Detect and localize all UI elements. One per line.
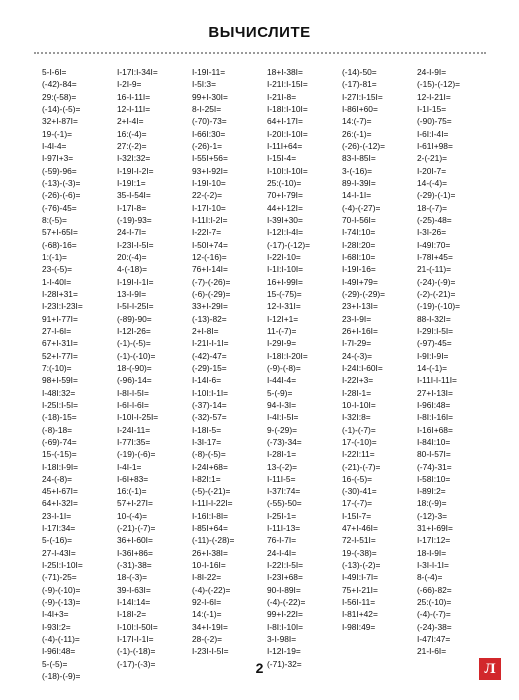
exercise-item: I-89I:2=	[417, 486, 446, 497]
exercise-item: I-28I-1=	[267, 449, 297, 460]
exercise-item: (-71)-32=	[267, 658, 302, 669]
exercise-item: I-12I+1=	[267, 313, 299, 324]
exercise-item: I-3I-17=	[192, 436, 222, 447]
exercise-item: (-70)-73=	[192, 116, 227, 127]
exercise-item: I-3I-I-1I=	[417, 560, 449, 571]
publisher-logo-icon: Л	[479, 658, 501, 680]
exercise-item: I-98I:49=	[342, 621, 376, 632]
exercise-item: 5-(-5)=	[42, 658, 68, 669]
exercise-item: I-4I+3=	[42, 609, 69, 620]
exercise-item: I-6I+83=	[117, 473, 149, 484]
exercise-item: (-17)-(-12)=	[267, 239, 311, 250]
exercise-item: (-9)-(-10)=	[42, 584, 81, 595]
exercise-item: I-49I:70=	[417, 239, 451, 250]
exercise-item: 10-(-4)=	[117, 510, 148, 521]
exercise-item: (-37)-14=	[192, 399, 227, 410]
exercise-item: I-1I:I-10I=	[267, 264, 304, 275]
exercise-item: I-84I:10=	[417, 436, 451, 447]
exercise-item: I-12I:I-4I=	[267, 227, 304, 238]
exercise-item: (-4)-(-22)=	[192, 584, 231, 595]
exercise-item: (-18)-15=	[42, 412, 77, 423]
exercise-item: (-42)-47=	[192, 350, 227, 361]
exercise-item: I-21I-I-1I=	[192, 338, 229, 349]
exercise-item: (-19)-(-10)=	[417, 301, 461, 312]
exercise-item: (-11)-(-28)=	[192, 535, 235, 546]
exercise-item: I-10I:I-50I=	[117, 621, 158, 632]
exercise-item: I-66I:30=	[192, 128, 226, 139]
exercise-item	[342, 645, 417, 657]
exercise-item: (-26)-(-12)=	[342, 140, 386, 151]
exercise-item: 2-(-21)=	[417, 153, 448, 164]
exercise-item: (-19)-(-6)=	[117, 449, 156, 460]
exercise-item: I-18I:I-20I=	[267, 350, 308, 361]
exercise-item: 19-(-1)=	[42, 128, 73, 139]
exercise-item: I-15I-7=	[342, 510, 372, 521]
exercise-item: 24-I-7I=	[117, 227, 147, 238]
exercise-item: I-18I:I-10I=	[267, 103, 308, 114]
exercise-item: 10-I-16I=	[192, 560, 226, 571]
exercise-item: 2+I-4I=	[117, 116, 144, 127]
exercise-item: (-21)-(-7)=	[342, 461, 381, 472]
exercise-item: 12-I-21I=	[417, 91, 451, 102]
exercise-item: (-76)-45=	[42, 202, 77, 213]
exercise-item: I-47I:47=	[417, 634, 451, 645]
exercise-item: I-28I-1=	[342, 387, 372, 398]
exercise-item: I-19I-16=	[342, 264, 376, 275]
exercise-item: 15-(-75)=	[267, 288, 302, 299]
exercise-item: I-68I:10=	[342, 251, 376, 262]
exercise-item: I-85I+64=	[192, 523, 228, 534]
exercise-item: I-22I:I-5I=	[267, 560, 304, 571]
exercise-item: (-4)-(-22)=	[267, 597, 306, 608]
exercise-item	[342, 633, 417, 645]
exercise-item: (-71)-25=	[42, 572, 77, 583]
exercise-item: 70+I-79I=	[267, 190, 303, 201]
exercise-item: I-11I-5=	[267, 473, 296, 484]
exercise-item: I-10I:I-1I=	[192, 387, 229, 398]
exercise-item: 29:(-58)=	[42, 91, 77, 102]
exercise-item: 5-(-16)=	[42, 535, 73, 546]
exercise-item: (-1)-(-7)=	[342, 424, 376, 435]
exercise-item: I-10I-I-25I=	[117, 412, 159, 423]
exercise-item: (-6)-(-29)=	[192, 288, 231, 299]
exercise-item: 17-(-7)=	[342, 498, 373, 509]
exercise-item: 15-(-15)=	[42, 449, 77, 460]
exercise-item: 5-I-6I=	[42, 67, 67, 77]
exercise-item: 47+I-46I=	[342, 523, 378, 534]
exercise-item: 80-I-57I=	[417, 449, 451, 460]
exercise-item: 21-(-11)=	[417, 264, 452, 275]
exercise-item: 18-(-90)=	[117, 362, 152, 373]
exercise-item: 8-(-4)=	[417, 572, 443, 583]
exercise-item: (-32)-57=	[192, 412, 227, 423]
exercise-item: (-4)-(-11)=	[42, 634, 80, 645]
exercise-item: 9-(-29)=	[267, 424, 298, 435]
exercise-item: 70-I-56I=	[342, 214, 376, 225]
exercise-item: I-56I-11=	[342, 597, 376, 608]
exercise-item: I-8I:I-10I=	[267, 621, 304, 632]
exercise-item: I-48I:32=	[42, 387, 76, 398]
exercise-item: I-21I:I-15I=	[267, 79, 308, 90]
exercise-item: I-23I-I-5I=	[117, 239, 154, 250]
exercise-item: I-10I:I-10I=	[267, 165, 308, 176]
exercise-item: (-73)-34=	[267, 436, 302, 447]
exercise-item: (-13)-(-2)=	[342, 560, 381, 571]
exercise-item: 31+I-69I=	[417, 523, 453, 534]
exercise-item: I-49I+79=	[342, 276, 378, 287]
exercise-item: I-12I-26=	[117, 325, 151, 336]
exercise-item: 34+I-19I=	[192, 621, 228, 632]
exercise-item: (-1)-(-10)=	[117, 350, 156, 361]
exercise-item: (-14)-50=	[342, 67, 377, 77]
exercise-item: I-81I+42=	[342, 609, 378, 620]
exercise-item: 7:(-10)=	[42, 362, 72, 373]
exercise-item: I-77I:35=	[117, 436, 151, 447]
exercise-item: I-17I-8=	[117, 202, 147, 213]
exercise-item: 93+I-92I=	[192, 165, 228, 176]
exercise-item: (-17)-81=	[342, 79, 377, 90]
exercise-item: I-22I-7=	[192, 227, 222, 238]
exercise-item: I-20I-7=	[417, 165, 447, 176]
exercise-item: (-19)-93=	[117, 214, 152, 225]
exercise-item: I-25I-1=	[267, 510, 297, 521]
exercise-item: (-30)-41=	[342, 486, 377, 497]
exercise-item: I-17I:12=	[417, 535, 451, 546]
page-title: ВЫЧИСЛИТЕ	[208, 24, 311, 41]
exercise-item: (-42)-84=	[42, 79, 77, 90]
exercise-item: 11-(-7)=	[267, 325, 297, 336]
exercise-item: 3-(-16)=	[342, 165, 373, 176]
exercise-item: I-39I+30=	[267, 214, 303, 225]
exercise-item: 16-(-5)=	[342, 473, 373, 484]
exercise-item: I-4I-4=	[42, 140, 67, 151]
exercise-item: (-9)-(-8)=	[267, 362, 301, 373]
exercise-item: I-23I-I-5I=	[192, 646, 229, 657]
exercise-item: I-32I:8=	[342, 412, 371, 423]
exercise-item: (-69)-74=	[42, 436, 77, 447]
exercise-item: (-5)-(-21)=	[192, 486, 231, 497]
exercise-item: 24-(-8)=	[42, 473, 73, 484]
exercise-item: I-55I+56=	[192, 153, 228, 164]
exercise-item: I-17I:I-34I=	[117, 67, 158, 77]
exercise-item: 35-I-54I=	[117, 190, 151, 201]
exercise-item: 14-(-4)=	[417, 177, 448, 188]
exercise-item: I-18I-2=	[117, 609, 147, 620]
exercise-item: (-24)-38=	[417, 621, 452, 632]
exercise-item: 27+I-13I=	[417, 387, 453, 398]
exercise-item: 88-I-32I=	[417, 313, 451, 324]
exercise-item: I-22I+3=	[342, 375, 374, 386]
exercise-item: 94-I-3I=	[267, 399, 297, 410]
exercise-item: 23-I-9I=	[342, 313, 372, 324]
exercise-item: I-24I:I-60I=	[342, 362, 383, 373]
exercise-item: 2+I-8I=	[192, 325, 219, 336]
exercise-item: 3-I-98I=	[267, 634, 297, 645]
exercise-item: (-90)-75=	[417, 116, 452, 127]
exercise-item: I-14I-6=	[192, 375, 222, 386]
exercise-item: 20:(-4)=	[117, 251, 147, 262]
exercise-item: (-29)-15=	[192, 362, 227, 373]
exercise-item: 22-(-2)=	[192, 190, 223, 201]
exercise-item: (-26)-(-6)=	[42, 190, 81, 201]
exercise-item: (-1)-(-18)=	[117, 646, 156, 657]
exercise-item: I-5I:3=	[192, 79, 216, 90]
exercise-item: (-66)-82=	[417, 584, 452, 595]
exercise-item: I-44I-4=	[267, 375, 297, 386]
exercise-item: 75+I-21I=	[342, 584, 378, 595]
exercise-item: 52+I-77I=	[42, 350, 78, 361]
exercise-item: 16+I-99I=	[267, 276, 303, 287]
exercise-item: I-27I:I-15I=	[342, 91, 383, 102]
exercise-item: 67+I-31I=	[42, 338, 78, 349]
exercise-item: I-22I:11=	[342, 449, 375, 460]
exercise-item: (-24)-(-9)=	[417, 276, 456, 287]
exercise-item: I-1I-15=	[417, 103, 447, 114]
exercise-item: 76-I-7I=	[267, 535, 297, 546]
exercise-item: (-14)-(-5)=	[42, 103, 81, 114]
exercise-item: 24-I-4I=	[267, 547, 297, 558]
exercise-item: 23-I-1I=	[42, 510, 72, 521]
exercise-item: I-4I:I-5I=	[267, 412, 299, 423]
exercise-item: (-21)-(-7)=	[117, 523, 156, 534]
exercise-item: I-29I:I-5I=	[417, 325, 454, 336]
exercise-item: 76+I-14I=	[192, 264, 228, 275]
exercise-item: (-12)-3=	[417, 510, 448, 521]
exercise-item: 1:(-1)=	[42, 251, 67, 262]
exercise-item: I-19I:1=	[117, 177, 146, 188]
exercise-item: 24-I-9I=	[417, 67, 447, 77]
exercise-item: I-4I-1=	[117, 461, 142, 472]
exercise-item: (-89)-90=	[117, 313, 152, 324]
exercise-item: I-9I:I-9I=	[417, 350, 449, 361]
exercise-item: I-5I-I-25I=	[117, 301, 154, 312]
exercise-item: I-18I-5=	[192, 424, 222, 435]
exercise-item: 26+I-38I=	[192, 547, 228, 558]
exercise-item: (-17)-(-3)=	[117, 658, 156, 669]
exercise-item: 27:(-2)=	[117, 140, 147, 151]
exercise-item: I-50I+74=	[192, 239, 228, 250]
exercise-item: I-7I-29=	[342, 338, 372, 349]
exercise-item: I-36I+86=	[117, 547, 153, 558]
exercise-item: I-6I:I-4I=	[417, 128, 449, 139]
exercise-item: I-16I:I-8I=	[192, 510, 229, 521]
exercise-item: 1-I-40I=	[42, 276, 72, 287]
exercise-item: I-28I+31=	[42, 288, 78, 299]
exercise-item: 18:(-9)=	[417, 498, 447, 509]
exercise-item: I-2I-9=	[117, 79, 142, 90]
exercise-item: (-31)-38=	[117, 560, 152, 571]
exercise-item: (-15)-(-12)=	[417, 79, 461, 90]
exercise-item: I-17I:34=	[42, 523, 76, 534]
exercise-item: 18-I-9I=	[417, 547, 447, 558]
exercise-item: (-8)-18=	[42, 424, 73, 435]
page-number: 2	[255, 660, 264, 676]
exercise-item: 39-I-63I=	[117, 584, 151, 595]
exercise-item: I-96I:48=	[42, 646, 76, 657]
exercise-item: (-7)-(-26)=	[192, 276, 231, 287]
exercise-item: 27-I-43I=	[42, 547, 76, 558]
exercise-item: 57+I-65I=	[42, 227, 78, 238]
exercise-item: 14-(-1)=	[417, 362, 448, 373]
exercise-item: 17-(-10)=	[342, 436, 377, 447]
exercise-item: 12-I-31I=	[267, 301, 301, 312]
dotted-divider	[34, 52, 486, 54]
exercise-item: I-25I:I-10I=	[42, 560, 83, 571]
exercise-item: (-9)-(-13)=	[42, 597, 81, 608]
exercise-item: I-61I+98=	[417, 140, 453, 151]
exercise-item: (-1)-(-5)=	[117, 338, 151, 349]
exercise-item: I-22I-10=	[267, 251, 301, 262]
exercise-item: I-74I:10=	[342, 227, 376, 238]
exercise-item: I-28I:20=	[342, 239, 376, 250]
exercise-item: 99+I-22I=	[267, 609, 303, 620]
exercise-item: I-15I-4=	[267, 153, 297, 164]
exercise-item: I-29I-9=	[267, 338, 297, 349]
exercise-item: 72-I-51I=	[342, 535, 376, 546]
exercise-item: 16:(-1)=	[117, 486, 147, 497]
exercise-item: 21-I-6I=	[417, 646, 447, 657]
exercise-item: (-74)-31=	[417, 461, 452, 472]
exercise-item: I-12I-19=	[267, 646, 301, 657]
exercise-item: (-97)-45=	[417, 338, 452, 349]
exercise-item: 64+I-17I=	[267, 116, 303, 127]
exercise-item: (-59)-96=	[42, 165, 77, 176]
exercise-item: 14:(-7)=	[342, 116, 372, 127]
exercise-item: (-29)-(-29)=	[342, 288, 386, 299]
exercise-item: I-32I:32=	[117, 153, 151, 164]
exercise-item: 83-I-85I=	[342, 153, 376, 164]
exercise-item: 4-(-18)=	[117, 264, 148, 275]
exercise-item: 90-I-89I=	[267, 584, 301, 595]
exercise-item: (-13)-(-3)=	[42, 177, 81, 188]
exercise-item: (-13)-82=	[192, 313, 227, 324]
exercise-item: 99+I-30I=	[192, 91, 228, 102]
exercise-item: (-18)-(-9)=	[42, 671, 81, 682]
exercise-item: I-24I+68=	[192, 461, 228, 472]
exercise-item: I-6I-I-6I=	[117, 399, 149, 410]
exercise-item: 64+I-32I=	[42, 498, 78, 509]
exercise-item: (-8)-(-5)=	[192, 449, 226, 460]
exercise-item: I-19I-10=	[192, 177, 226, 188]
exercise-item: 12-I-11I=	[117, 103, 151, 114]
exercise-item: I-14I:14=	[117, 597, 151, 608]
exercise-item: (-96)-14=	[117, 375, 152, 386]
exercise-item: I-82I:1=	[192, 473, 221, 484]
exercise-item: I-37I:74=	[267, 486, 301, 497]
exercise-item: I-25I:I-5I=	[42, 399, 79, 410]
exercise-item: I-19I-11=	[192, 67, 226, 77]
exercise-item: 89-I-39I=	[342, 177, 376, 188]
exercise-item: I-11I-I-22I=	[192, 498, 233, 509]
exercise-item: I-86I+60=	[342, 103, 378, 114]
exercise-item: (-68)-16=	[42, 239, 77, 250]
exercise-item: 5-(-9)=	[267, 387, 293, 398]
exercise-item: 57+I-27I=	[117, 498, 153, 509]
exercise-item: 13-I-9I=	[117, 288, 147, 299]
exercise-item: (-55)-50=	[267, 498, 302, 509]
exercise-grid	[42, 66, 492, 682]
exercise-item: 8-I-25I=	[192, 103, 222, 114]
exercise-item: I-11I-13=	[267, 523, 301, 534]
exercise-item: 18+I-38I=	[267, 67, 303, 77]
exercise-item: I-8I-22=	[192, 572, 222, 583]
exercise-item: 14:(-1)=	[192, 609, 222, 620]
exercise-item: 8:(-5)=	[42, 214, 67, 225]
exercise-item: 26+I-16I=	[342, 325, 378, 336]
exercise-item: 27-I-6I=	[42, 325, 72, 336]
exercise-item: I-11I+64=	[267, 140, 303, 151]
exercise-item: 91+I-77I=	[42, 313, 78, 324]
exercise-item: 33+I-29I=	[192, 301, 228, 312]
exercise-item: I-19I-I-2I=	[117, 165, 154, 176]
exercise-item: I-23I:I-23I=	[42, 301, 83, 312]
exercise-item: I-21I-8=	[267, 91, 297, 102]
exercise-item: 24-(-3)=	[342, 350, 373, 361]
exercise-item: 16-I-11I=	[117, 91, 151, 102]
exercise-item: I-11I-I-11I=	[417, 375, 457, 386]
exercise-item: I-23I+68=	[267, 572, 303, 583]
exercise-item: 18-(-3)=	[117, 572, 148, 583]
exercise-item: 25:(-10)=	[267, 177, 302, 188]
exercise-item: (-4)-(-27)=	[342, 202, 381, 213]
exercise-item: I-97I+3=	[42, 153, 74, 164]
exercise-item: 16:(-4)=	[117, 128, 147, 139]
exercise-item: I-18I:I-9I=	[42, 461, 79, 472]
exercise-item: 23-(-5)=	[42, 264, 73, 275]
exercise-item: 10-I-10I=	[342, 399, 376, 410]
exercise-item: (-4)-(-7)=	[417, 609, 451, 620]
exercise-item: 45+I-67I=	[42, 486, 78, 497]
exercise-item: I-58I:10=	[417, 473, 451, 484]
exercise-item: I-24I-11=	[117, 424, 151, 435]
exercise-item: I-17I-I-1I=	[117, 634, 154, 645]
exercise-item: 28-(-2)=	[192, 634, 223, 645]
exercise-item: 23+I-13I=	[342, 301, 378, 312]
exercise-item: 32+I-87I=	[42, 116, 78, 127]
exercise-item: I-49I:I-7I=	[342, 572, 379, 583]
exercise-item: 98+I-59I=	[42, 375, 78, 386]
exercise-item: I-8I:I-16I=	[417, 412, 454, 423]
exercise-item: (-25)-48=	[417, 214, 452, 225]
exercise-item: I-8I-I-5I=	[117, 387, 149, 398]
exercise-item: 25:(-10)=	[417, 597, 452, 608]
exercise-item: (-2)-(-21)=	[417, 288, 456, 299]
exercise-item: 18-(-7)=	[417, 202, 448, 213]
exercise-item: 13-(-2)=	[267, 461, 298, 472]
exercise-item: I-3I-26=	[417, 227, 447, 238]
exercise-item: 12-(-16)=	[192, 251, 227, 262]
exercise-item: I-93I:2=	[42, 621, 71, 632]
exercise-item: (-29)-(-1)=	[417, 190, 456, 201]
exercise-item: I-96I:48=	[417, 399, 451, 410]
exercise-item: I-17I-10=	[192, 202, 226, 213]
exercise-item: 44+I-12I=	[267, 202, 303, 213]
exercise-item: I-11I:I-2I=	[192, 214, 228, 225]
exercise-item: I-20I:I-10I=	[267, 128, 308, 139]
exercise-item: 36+I-60I=	[117, 535, 153, 546]
exercise-item: 26:(-1)=	[342, 128, 372, 139]
exercise-item: I-19I-I-1I=	[117, 276, 154, 287]
exercise-item: (-26)-1=	[192, 140, 223, 151]
exercise-item: I-16I+68=	[417, 424, 453, 435]
exercise-item: 19-(-38)=	[342, 547, 377, 558]
exercise-item: 14-I-1I=	[342, 190, 372, 201]
exercise-item: I-78I+45=	[417, 251, 453, 262]
exercise-item: 92-I-6I=	[192, 597, 222, 608]
